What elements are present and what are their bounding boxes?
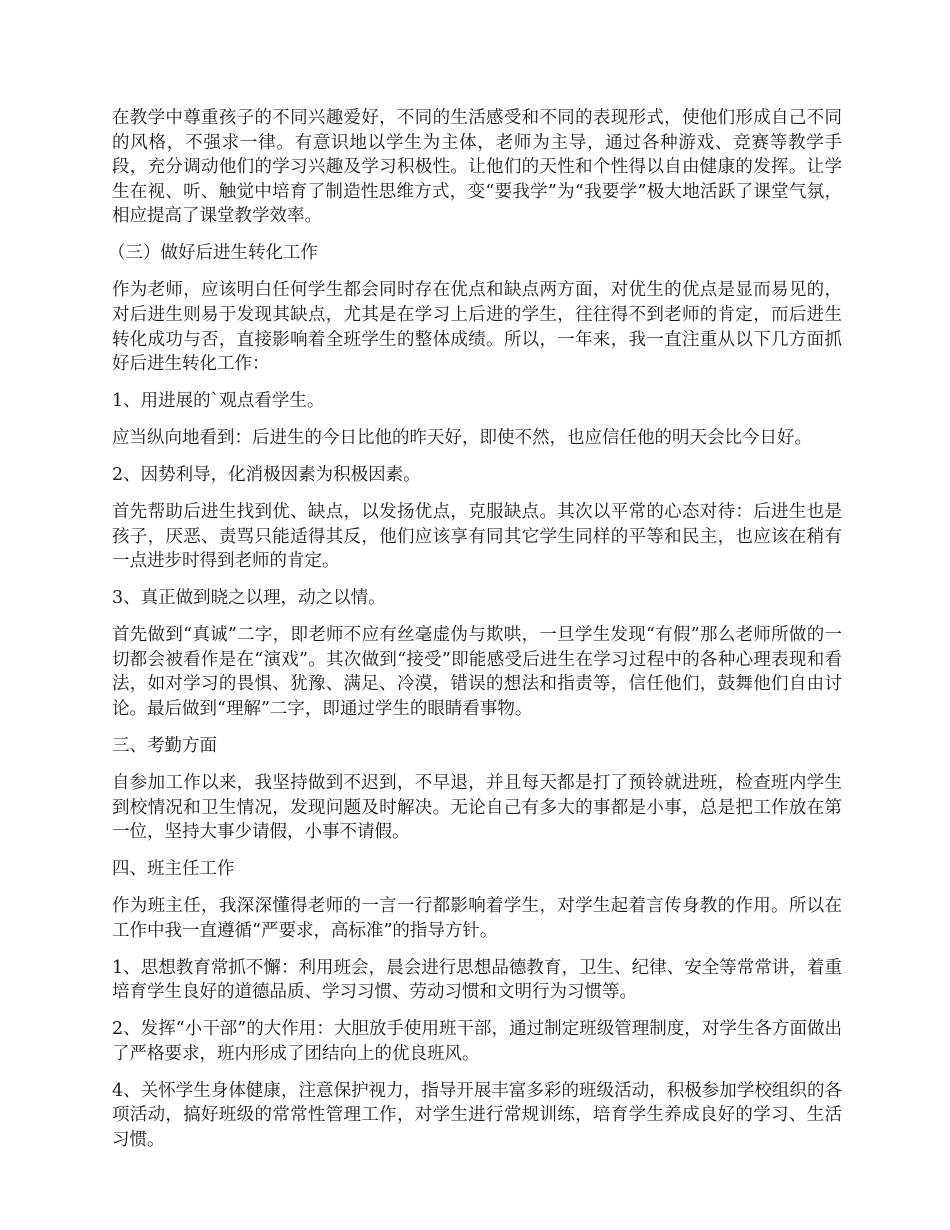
document-body [108,106,842,1165]
paragraph-class-teacher-2: 2、发挥“小干部”的大作用：大胆放手使用班干部，通过制定班级管理制度，对学生各方面做出了严格要求，班内形成了团结向上的优良班风。 [112,1019,842,1064]
paragraph-class-teacher-4: 4、关怀学生身体健康，注意保护视力，指导开展丰富多彩的班级活动，积极参加学校组织的各项活动，搞好班级的常常性管理工作，对学生进行常规训练，培育学生养成良好的学习、生活习惯。 [112,1080,842,1151]
paragraph-point-3: 首先做到“真诚”二字，即老师不应有丝毫虚伪与欺哄，一旦学生发现“有假”那么老师所做的一切都会被看作是在“演戏”。其次做到“接受”即能感受后进生在学习过程中的各种心理表现和看法，如对学习的畏惧、犹豫、满足、冷漠，错误的想法和指责等，信任他们，鼓舞他们自由讨论。最后做到“理解”二字，即通过学生的眼睛看事物。 [112,625,842,719]
paragraph-class-teacher-intro: 作为班主任，我深深懂得老师的一言一行都影响着学生，对学生起着言传身教的作用。所以在工作中我一直遵循“严要求，高标准”的指导方针。 [112,896,842,941]
paragraph-point-2: 首先帮助后进生找到优、缺点，以发扬优点，克服缺点。其次以平常的心态对待：后进生也是孩子，厌恶、责骂只能适得其反，他们应该享有同其它学生同样的平等和民主，也应该在稍有一点进步时得到老师的肯定。 [112,502,842,572]
heading-attendance: 三、考勤方面 [112,735,217,756]
paragraph-class-teacher-1: 1、思想教育常抓不懈：利用班会，晨会进行思想品德教育，卫生、纪律、安全等常常讲，着重培育学生良好的道德品质、学习习惯、劳动习惯和文明行为习惯等。 [112,957,842,1003]
heading-point-3: 3、真正做到晓之以理，动之以情。 [112,588,386,609]
heading-class-teacher: 四、班主任工作 [112,859,235,880]
paragraph-point-1: 应当纵向地看到：后进生的今日比他的昨天好，即使不然，也应信任他的明天会比今日好。 [112,428,812,449]
paragraph-teaching-style: 在教学中尊重孩子的不同兴趣爱好，不同的生活感受和不同的表现形式，使他们形成自己不同的风格，不强求一律。有意识地以学生为主体，老师为主导，通过各种游戏、竞赛等教学手段，充分调动他们的学习兴趣及学习积极性。让他们的天性和个性得以自由健康的发挥。让学生在视、听、触觉中培育了制造性思维方式，变“要我学”为“我要学”极大地活跃了课堂气氛，相应提高了课堂教学效率。 [112,108,842,227]
heading-point-2: 2、因势利导，化消极因素为积极因素。 [112,465,421,486]
paragraph-underachiever-intro: 作为老师，应该明白任何学生都会同时存在优点和缺点两方面，对优生的优点是显而易见的，对后进生则易于发现其缺点，尤其是在学习上后进的学生，往往得不到老师的肯定，而后进生转化成功与否，直接影响着全班学生的整体成绩。所以，一年来，我一直注重从以下几方面抓好后进生转化工作： [112,280,842,375]
heading-point-1: 1、用进展的`观点看学生。 [112,391,325,412]
heading-underachiever-work: （三）做好后进生转化工作 [108,243,318,264]
paragraph-attendance: 自参加工作以来，我坚持做到不迟到，不早退，并且每天都是打了预铃就进班，检查班内学生到校情况和卫生情况，发现问题及时解决。无论自己有多大的事都是小事，总是把工作放在第一位，坚持大事少请假，小事不请假。 [112,772,842,843]
